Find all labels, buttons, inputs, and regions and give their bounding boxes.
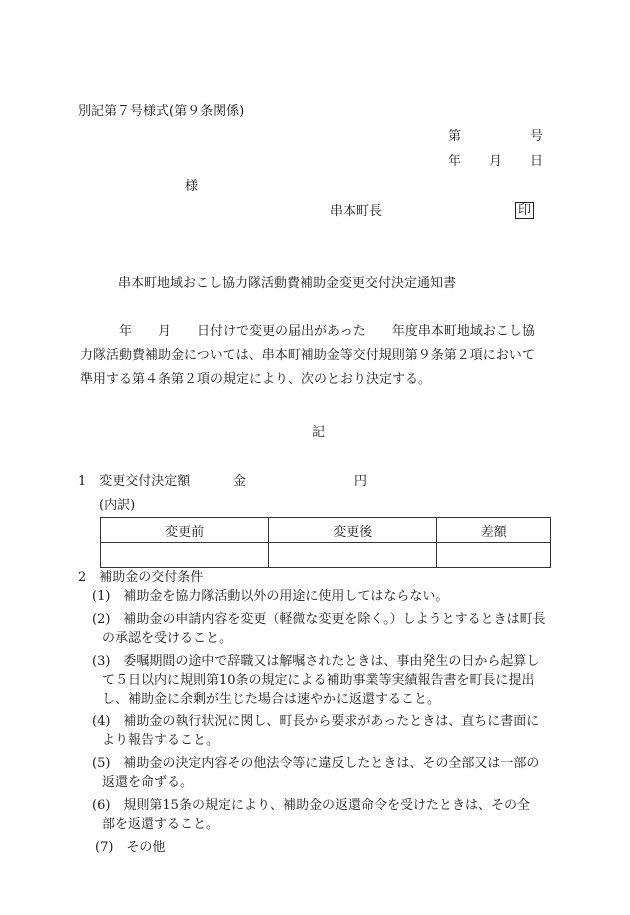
date-month: 月 (489, 154, 503, 169)
ki-heading: 記 (312, 425, 326, 440)
condition-3-line-3: し、補助金に余剰が生じた場合は速やかに返還すること。 (102, 692, 441, 707)
condition-7-line-1: (7) その他 (95, 840, 166, 855)
amount-kin: 金 (233, 474, 247, 489)
condition-1-line-1: (1) 補助金を協力隊活動以外の用途に使用してはならない。 (92, 589, 449, 604)
breakdown-label: (内訳) (99, 498, 136, 513)
condition-6-line-2: 部を返還すること。 (102, 817, 220, 832)
condition-3-line-1: (3) 委嘱期間の途中で辞職又は解嘱されたときは、事由発生の日から起算し (92, 654, 540, 669)
section1-label: 1 変更交付決定額 (78, 474, 191, 489)
document-number-label: 第 (448, 129, 462, 144)
date-day: 日 (530, 154, 544, 169)
amount-yen: 円 (354, 474, 368, 489)
condition-6-line-1: (6) 規則第15条の規定により、補助金の返還命令を受けたときは、その全 (92, 798, 530, 813)
seal-text: 印 (515, 202, 534, 219)
issuer-name: 串本町長 (330, 204, 383, 219)
condition-5-line-1: (5) 補助金の決定内容その他法令等に違反したときは、その全部又は一部の (92, 756, 540, 771)
value-after (269, 543, 437, 568)
seal-mark (515, 202, 534, 219)
addressee-suffix: 様 (185, 179, 199, 194)
condition-2-line-1: (2) 補助金の申請内容を変更（軽微な変更を除く。）しようとするときは町長 (92, 612, 546, 627)
document-title: 串本町地域おこし協力隊活動費補助金変更交付決定通知書 (118, 276, 457, 291)
column-after: 変更後 (269, 518, 437, 543)
value-difference (437, 543, 551, 568)
condition-5-line-2: 返還を命ずる。 (102, 775, 194, 790)
body-line-1: 年 月 日付けで変更の届出があった 年度串本町地域おこし協 (119, 324, 535, 339)
column-before: 変更前 (101, 518, 269, 543)
condition-4-line-1: (4) 補助金の執行状況に関し、町長から要求があったときは、直ちに書面に (92, 714, 540, 729)
breakdown-table (100, 517, 551, 568)
document-number-suffix: 号 (530, 129, 544, 144)
condition-3-line-2: て５日以内に規則第10条の規定による補助事業等実績報告書を町長に提出 (102, 673, 535, 688)
section2-label: 2 補助金の交付条件 (78, 570, 204, 585)
value-before (101, 543, 269, 568)
table-row (101, 543, 551, 568)
table-header-row (101, 518, 551, 543)
form-label: 別記第７号様式(第９条関係) (78, 104, 245, 119)
body-line-3: 準用する第４条第２項の規定により、次のとおり決定する。 (80, 372, 432, 387)
condition-2-line-2: の承認を受けること。 (102, 631, 233, 646)
date-year: 年 (448, 154, 462, 169)
body-line-2: 力隊活動費補助金については、串本町補助金等交付規則第９条第２項において (80, 348, 535, 363)
condition-4-line-2: より報告すること。 (102, 733, 220, 748)
column-difference: 差額 (437, 518, 551, 543)
